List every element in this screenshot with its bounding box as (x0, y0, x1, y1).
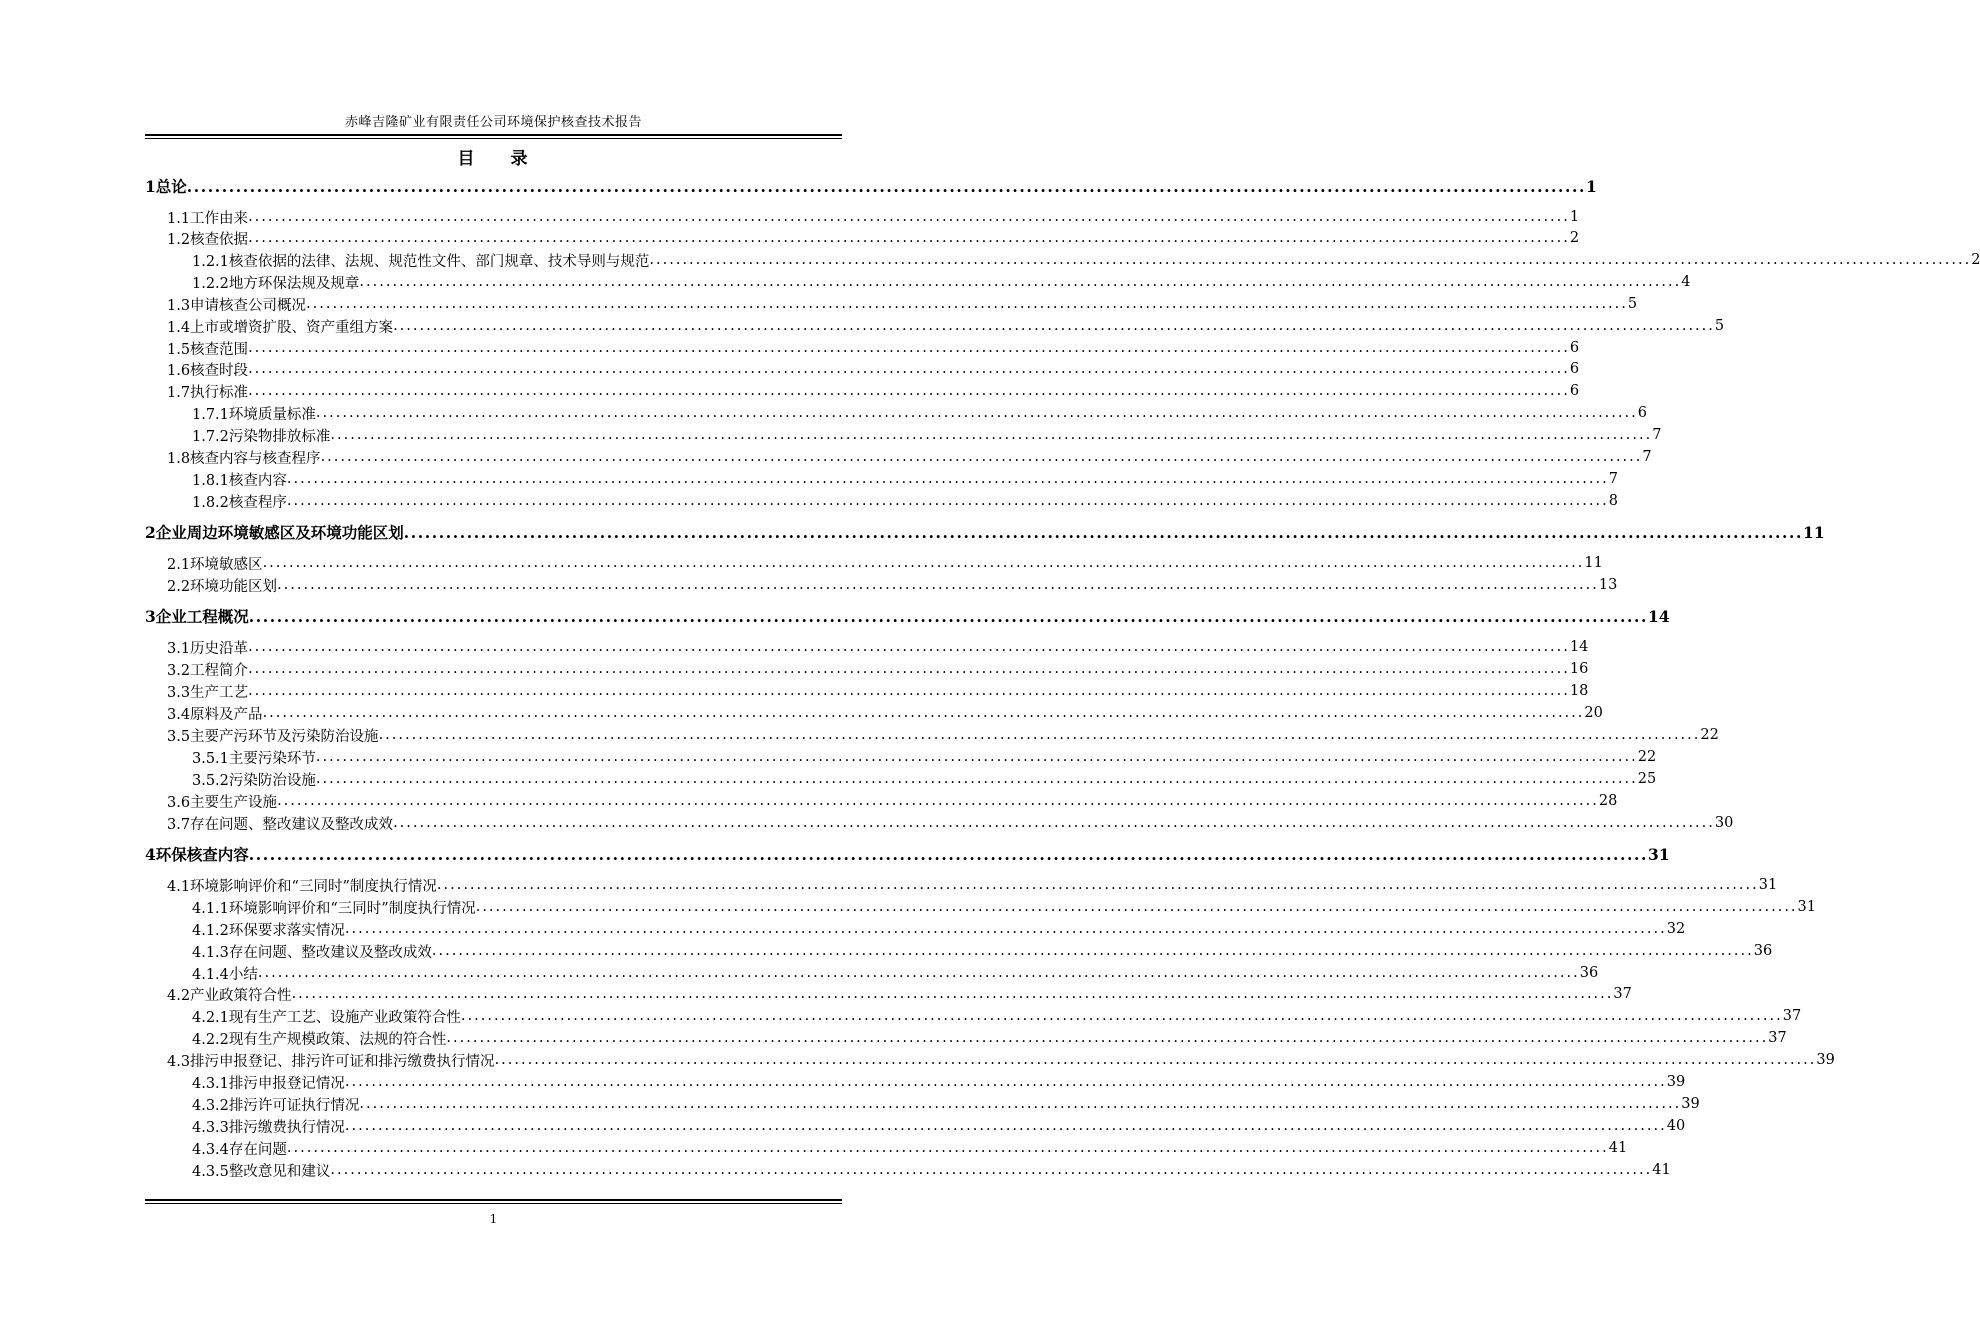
toc-entry-page: 40 (1666, 1118, 1686, 1134)
toc-leader-dots: ........................................................................................................................................................................................................ (248, 639, 1570, 655)
toc-leader-dots: ........................................................................................................................................................................................................ (460, 1008, 1783, 1024)
header-rule (145, 134, 842, 136)
toc-entry-page: 4 (1681, 274, 1691, 290)
toc-entry[interactable] (145, 552, 1603, 574)
toc-leader-dots: ........................................................................................................................................................................................................ (248, 844, 1649, 864)
toc-entry-title: 4.3排污申报登记、排污许可证和排污缴费执行情况 (167, 1053, 495, 1070)
toc-entry-page: 16 (1569, 661, 1589, 677)
toc-entry[interactable] (145, 1137, 1628, 1159)
toc-entry[interactable] (145, 1005, 1802, 1027)
toc-leader-dots: ........................................................................................................................................................................................................ (378, 727, 1701, 743)
toc-entry-title: 3企业工程概况 (145, 607, 249, 626)
toc-leader-dots: ........................................................................................................................................................................................................ (393, 815, 1715, 831)
toc-entry-title: 4.3.5整改意见和建议 (192, 1163, 331, 1180)
toc-leader-dots: ........................................................................................................................................................................................................ (431, 943, 1754, 959)
toc-entry-page: 41 (1652, 1162, 1671, 1178)
toc-leader-dots: ........................................................................................................................................................................................................ (475, 899, 1798, 915)
toc-entry-page: 7 (1608, 471, 1618, 487)
toc-entry-title: 1.2.2地方环保法规及规章 (192, 275, 360, 292)
toc-leader-dots: ........................................................................................................................................................................................................ (248, 230, 1570, 246)
toc-entry-title: 3.2工程简介 (167, 662, 249, 679)
toc-entry-page: 39 (1666, 1074, 1686, 1090)
toc-entry-title: 1.7执行标准 (167, 384, 249, 401)
toc-leader-dots: ........................................................................................................................................................................................................ (403, 522, 1804, 542)
toc-leader-dots: ........................................................................................................................................................................................................ (649, 252, 1972, 268)
toc-entry[interactable] (145, 490, 1618, 512)
toc-entry-page: 36 (1579, 965, 1599, 981)
toc-entry-page: 28 (1598, 793, 1618, 809)
toc-entry[interactable] (145, 446, 1652, 468)
toc-leader-dots: ........................................................................................................................................................................................................ (262, 705, 1585, 721)
toc-leader-dots: ........................................................................................................................................................................................................ (286, 493, 1609, 509)
toc-entry[interactable] (145, 940, 1773, 962)
toc-entry-title: 4.1.3存在问题、整改建议及整改成效 (192, 944, 432, 961)
toc-entry-title: 4.1环境影响评价和“三同时”制度执行情况 (167, 878, 437, 895)
toc-entry[interactable] (145, 1115, 1686, 1137)
toc-entry-page: 6 (1637, 405, 1647, 421)
toc-leader-dots: ........................................................................................................................................................................................................ (248, 606, 1649, 626)
toc-entry-page: 41 (1608, 1140, 1628, 1156)
toc-entry-page: 7 (1652, 427, 1662, 443)
toc-entry[interactable] (145, 271, 1691, 293)
toc-entry[interactable] (145, 521, 1825, 543)
toc-title-right: 录 (510, 149, 530, 169)
toc-entry-title: 1.2.1核查依据的法律、法规、规范性文件、部门规章、技术导则与规范 (192, 253, 650, 270)
toc-entry-title: 3.5主要产污环节及污染防治设施 (167, 728, 379, 745)
toc-entry-page: 18 (1569, 683, 1589, 699)
toc-entry-title: 1.7.1环境质量标准 (192, 406, 316, 423)
toc-leader-dots: ........................................................................................................................................................................................................ (315, 771, 1638, 787)
toc-entry-title: 4.3.2排污许可证执行情况 (192, 1097, 360, 1114)
toc-entry-page: 36 (1753, 943, 1773, 959)
toc-entry-page: 6 (1569, 383, 1580, 399)
toc-entry[interactable] (145, 249, 1980, 271)
toc-entry[interactable] (145, 983, 1632, 1005)
toc-leader-dots: ........................................................................................................................................................................................................ (248, 340, 1570, 356)
toc-entry[interactable] (145, 680, 1589, 702)
toc-entry-title: 3.6主要生产设施 (167, 794, 278, 811)
toc-entry-title: 4.1.1环境影响评价和“三同时”制度执行情况 (192, 900, 476, 917)
toc-entry[interactable] (145, 1093, 1700, 1115)
toc-entry[interactable] (145, 315, 1725, 337)
toc-entry-page: 6 (1569, 361, 1580, 377)
toc-leader-dots: ........................................................................................................................................................................................................ (277, 577, 1599, 593)
toc-entry-page: 7 (1642, 449, 1652, 465)
toc-entry-title: 3.7存在问题、整改建议及整改成效 (167, 816, 394, 833)
toc-entry-page: 25 (1637, 771, 1657, 787)
toc-entry-page: 14 (1648, 606, 1670, 626)
toc-entry[interactable] (145, 843, 1670, 865)
toc-entry-page: 22 (1700, 727, 1719, 743)
toc-entry-title: 3.4原料及产品 (167, 706, 263, 723)
toc-leader-dots: ........................................................................................................................................................................................................ (330, 1162, 1653, 1178)
toc-entry[interactable] (145, 768, 1657, 790)
toc-leader-dots: ........................................................................................................................................................................................................ (436, 877, 1759, 893)
toc-entry[interactable] (145, 746, 1657, 768)
toc-entry[interactable] (145, 874, 1778, 896)
toc-leader-dots: ........................................................................................................................................................................................................ (330, 427, 1653, 443)
toc-entry-title: 4.3.3排污缴费执行情况 (192, 1119, 345, 1136)
toc-entry-title: 1.4上市或增资扩股、资产重组方案 (167, 319, 394, 336)
toc-entry-page: 32 (1666, 921, 1686, 937)
toc-entry-title: 1.2核查依据 (167, 231, 249, 248)
toc-entry-page: 11 (1584, 555, 1603, 571)
toc-entry-page: 37 (1768, 1030, 1787, 1046)
toc-leader-dots: ........................................................................................................................................................................................................ (291, 986, 1614, 1002)
toc-leader-dots: ........................................................................................................................................................................................................ (248, 383, 1570, 399)
running-header: 赤峰吉隆矿业有限责任公司环境保护核查技术报告 (344, 115, 642, 130)
toc-leader-dots: ........................................................................................................................................................................................................ (446, 1030, 1769, 1046)
toc-entry[interactable] (145, 380, 1580, 402)
toc-entry[interactable] (145, 468, 1618, 490)
toc-entry-page: 39 (1816, 1052, 1835, 1068)
toc-leader-dots: ........................................................................................................................................................................................................ (248, 361, 1570, 377)
footer-rule-thin (145, 1203, 842, 1204)
toc-entry[interactable] (145, 658, 1589, 680)
toc-leader-dots: ........................................................................................................................................................................................................ (277, 793, 1599, 809)
toc-leader-dots: ........................................................................................................................................................................................................ (315, 405, 1638, 421)
toc-entry[interactable] (145, 724, 1719, 746)
header-rule-thin (145, 138, 842, 139)
toc-leader-dots: ........................................................................................................................................................................................................ (344, 1118, 1667, 1134)
toc-leader-dots: ........................................................................................................................................................................................................ (286, 1140, 1609, 1156)
toc-entry-title: 1.5核查范围 (167, 341, 249, 358)
toc-leader-dots: ........................................................................................................................................................................................................ (248, 661, 1570, 677)
toc-entry-title: 2企业周边环境敏感区及环境功能区划 (145, 523, 404, 542)
toc-entry[interactable] (145, 1049, 1835, 1071)
toc-title (145, 144, 842, 169)
toc-entry[interactable] (145, 790, 1618, 812)
toc-entry-title: 4.2.2现有生产规模政策、法规的符合性 (192, 1031, 447, 1048)
toc-leader-dots: ........................................................................................................................................................................................................ (248, 683, 1570, 699)
toc-entry[interactable] (145, 1071, 1686, 1093)
toc-entry-page: 20 (1584, 705, 1603, 721)
toc-entry[interactable] (145, 896, 1816, 918)
toc-entry[interactable] (145, 1159, 1671, 1181)
toc-leader-dots: ........................................................................................................................................................................................................ (344, 921, 1667, 937)
toc-entry[interactable] (145, 227, 1580, 249)
toc-entry-title: 1.7.2污染物排放标准 (192, 428, 331, 445)
toc-leader-dots: ........................................................................................................................................................................................................ (306, 296, 1628, 312)
toc-entry-title: 2.1环境敏感区 (167, 556, 263, 573)
toc-entry-page: 31 (1758, 877, 1778, 893)
toc-entry-title: 4.1.2环保要求落实情况 (192, 922, 345, 939)
toc-entry-title: 3.5.1主要污染环节 (192, 750, 316, 767)
toc-entry[interactable] (145, 1027, 1787, 1049)
toc-entry[interactable] (145, 702, 1603, 724)
toc-entry[interactable] (145, 574, 1618, 596)
toc-entry-page: 14 (1569, 639, 1589, 655)
toc-entry-title: 3.3生产工艺 (167, 684, 249, 701)
toc-entry-page: 1 (1586, 176, 1597, 196)
toc-entry-title: 4.3.1排污申报登记情况 (192, 1075, 345, 1092)
toc-entry-page: 8 (1608, 493, 1618, 509)
toc-entry[interactable] (145, 636, 1589, 658)
toc-leader-dots: ........................................................................................................................................................................................................ (315, 749, 1638, 765)
toc-entry-page: 2 (1971, 252, 1980, 268)
toc-entry-page: 37 (1782, 1008, 1802, 1024)
toc-entry[interactable] (145, 424, 1662, 446)
toc-entry-title: 1.8.2核查程序 (192, 494, 287, 511)
toc-entry-page: 2 (1569, 230, 1580, 246)
toc-leader-dots: ........................................................................................................................................................................................................ (262, 555, 1585, 571)
toc-entry-title: 4.3.4存在问题 (192, 1141, 287, 1158)
toc-entry[interactable] (145, 293, 1638, 315)
toc-entry-page: 5 (1714, 318, 1725, 334)
toc-entry-page: 30 (1714, 815, 1734, 831)
toc-entry-title: 4.2产业政策符合性 (167, 987, 292, 1004)
toc-entry[interactable] (145, 175, 1597, 197)
toc-entry-title: 1.3申请核查公司概况 (167, 297, 307, 314)
toc-entry-page: 31 (1797, 899, 1816, 915)
toc-leader-dots: ........................................................................................................................................................................................................ (494, 1052, 1817, 1068)
toc-leader-dots: ........................................................................................................................................................................................................ (359, 1096, 1682, 1112)
toc-title-left: 目 (457, 149, 477, 169)
toc-entry[interactable] (145, 358, 1580, 380)
toc-leader-dots: ........................................................................................................................................................................................................ (359, 274, 1682, 290)
toc-entry-page: 39 (1681, 1096, 1700, 1112)
toc-entry[interactable] (145, 962, 1599, 984)
toc-entry-title: 1.8.1核查内容 (192, 472, 287, 489)
toc-entry-title: 1.6核查时段 (167, 362, 249, 379)
toc-entry-page: 13 (1598, 577, 1618, 593)
page-number: 1 (489, 1212, 498, 1226)
toc-entry-title: 1.8核查内容与核查程序 (167, 450, 321, 467)
toc-entry-page: 31 (1648, 844, 1670, 864)
toc-leader-dots: ........................................................................................................................................................................................................ (257, 965, 1580, 981)
toc-entry[interactable] (145, 206, 1580, 228)
toc-entry-page: 11 (1803, 522, 1825, 542)
toc-entry-page: 5 (1627, 296, 1638, 312)
toc-entry-title: 2.2环境功能区划 (167, 578, 278, 595)
toc-entry-page: 22 (1637, 749, 1657, 765)
toc-entry-title: 3.5.2污染防治设施 (192, 772, 316, 789)
toc-entry-page: 37 (1613, 986, 1632, 1002)
toc-entry-title: 4.2.1现有生产工艺、设施产业政策符合性 (192, 1009, 461, 1026)
toc-entry[interactable] (145, 337, 1580, 359)
toc-leader-dots: ........................................................................................................................................................................................................ (186, 176, 1587, 196)
toc-entry-page: 1 (1569, 209, 1580, 225)
toc-entry[interactable] (145, 402, 1647, 424)
toc-entry[interactable] (145, 812, 1734, 834)
toc-entry-title: 1.1工作由来 (167, 210, 249, 227)
toc-entry-title: 1总论 (145, 177, 187, 196)
toc-entry-title: 4.1.4小结 (192, 966, 258, 983)
toc-entry[interactable] (145, 605, 1670, 627)
toc-entry-title: 4环保核查内容 (145, 845, 249, 864)
toc-leader-dots: ........................................................................................................................................................................................................ (248, 209, 1570, 225)
footer-rule (145, 1199, 842, 1201)
toc-leader-dots: ........................................................................................................................................................................................................ (320, 449, 1643, 465)
toc-entry-title: 3.1历史沿革 (167, 640, 249, 657)
toc-entry-page: 6 (1569, 340, 1580, 356)
toc-leader-dots: ........................................................................................................................................................................................................ (393, 318, 1715, 334)
toc-entry[interactable] (145, 918, 1686, 940)
toc-leader-dots: ........................................................................................................................................................................................................ (344, 1074, 1667, 1090)
toc-leader-dots: ........................................................................................................................................................................................................ (286, 471, 1609, 487)
